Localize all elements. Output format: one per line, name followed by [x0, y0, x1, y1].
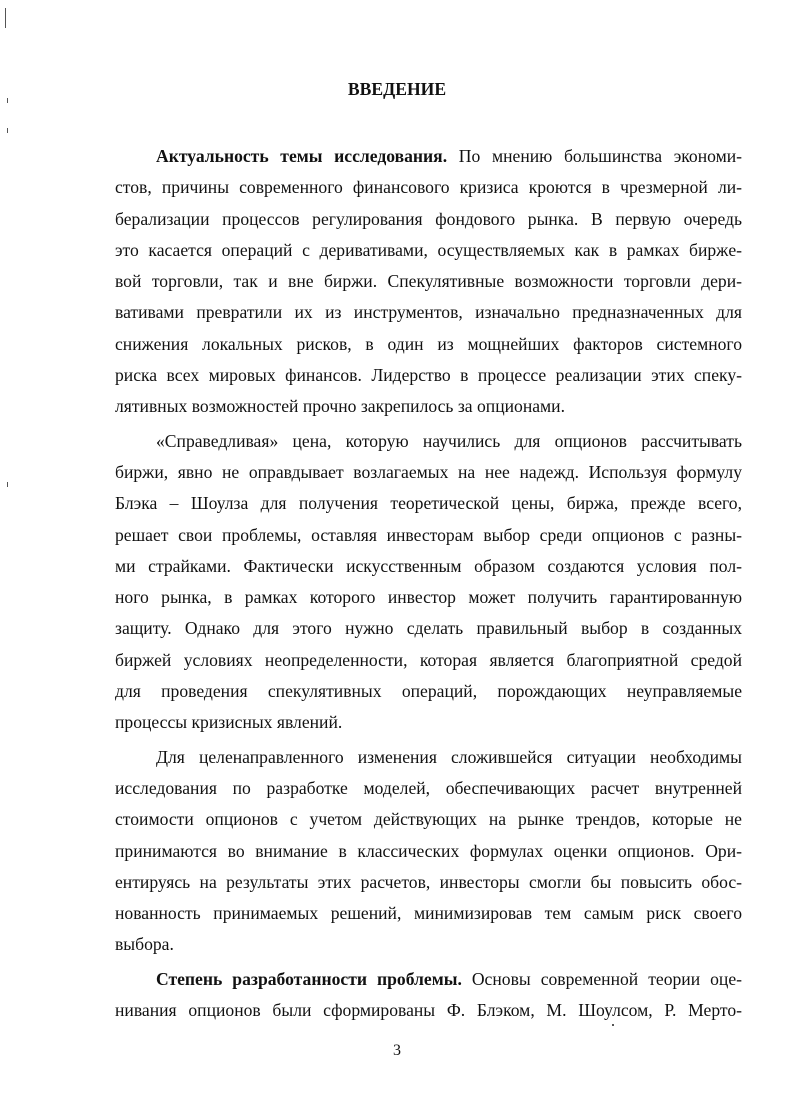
paragraph-line: ми страйками. Фактически искусственным образом создаются условия пол-: [115, 555, 742, 576]
paragraph-line: нивания опционов были сформированы Ф. Блэком, М. Шоулсом, Р. Мерто-: [115, 1000, 742, 1021]
paragraph-line: для проведения спекулятивных операций, порождающих неуправляемые: [115, 681, 742, 702]
page-title: ВВЕДЕНИЕ: [347, 79, 447, 99]
paragraph-line: стоимости опционов с учетом действующих на рынке трендов, которые не: [115, 809, 742, 830]
paragraph-line: защиту. Однако для этого нужно сделать правильный выбор в созданных: [115, 618, 742, 639]
paragraph-line: Блэка – Шоулза для получения теоретической цены, биржа, прежде всего,: [115, 493, 742, 514]
paragraph-fair-price: [115, 426, 742, 739]
paragraph-line: [115, 964, 742, 995]
paragraph-line: ентируясь на результаты этих расчетов, инвесторы смогли бы повысить обос-: [115, 871, 742, 892]
paragraph-line: исследования по разработке моделей, обеспечивающих расчет внутренней: [115, 777, 742, 798]
paragraph-problem-development: [115, 964, 742, 1027]
paragraph-line: ного рынка, в рамках которого инвестор может получить гарантированную: [115, 587, 742, 608]
paragraph-line: биржей условиях неопределенности, которая является благоприятной средой: [115, 649, 742, 670]
paragraph-line: берализации процессов регулирования фондового рынка. В первую очередь: [115, 208, 742, 229]
line-text: Основы современной теории оце-: [461, 968, 742, 989]
paragraph-line: стов, причины современного финансового кризиса кроются в чрезмерной ли-: [115, 177, 742, 198]
paragraph-line: лятивных возможностей прочно закрепилось за опционами.: [115, 396, 565, 417]
paragraph-line: биржи, явно не оправдывает возлагаемых на нее надежд. Используя формулу: [115, 461, 742, 482]
paragraph-line: нованность принимаемых решений, минимизировав тем самым риск своего: [115, 903, 742, 924]
paragraph-line: Для целенаправленного изменения сложившейся ситуации необходимы: [156, 746, 742, 767]
paragraph-relevance: [115, 141, 742, 423]
paragraph-line: принимаются во внимание в классических формулах оценки опционов. Ори-: [115, 840, 742, 861]
line-text: По мнению большинства экономи-: [447, 146, 742, 166]
scan-mark: [7, 482, 8, 487]
paragraph-line: вой торговли, так и вне биржи. Спекулятивные возможности торговли дери-: [115, 271, 742, 292]
paragraph-line: вативами превратили их из инструментов, изначально предназначенных для: [115, 302, 742, 323]
paragraph-line: это касается операций с деривативами, осуществляемых как в рамках биржe-: [115, 239, 742, 260]
paragraph-line: процессы кризисных явлений.: [115, 712, 343, 733]
paragraph-line: «Справедливая» цена, которую научились для опционов рассчитывать: [156, 430, 742, 451]
paragraph-research-need: [115, 742, 742, 961]
paragraph-line: решает свои проблемы, оставляя инвесторам выбор среди опционов с разны-: [115, 524, 742, 545]
paragraph-line: риска всех мировых финансов. Лидерство в процессе реализации этих спеку-: [115, 365, 742, 386]
scan-mark: [5, 8, 6, 28]
scan-mark: [7, 128, 8, 133]
paragraph-line: снижения локальных рисков, в один из мощнейших факторов системного: [115, 333, 742, 354]
section-lead-heading: Степень разработанности проблемы.: [156, 968, 462, 989]
page-number: 3: [393, 1042, 401, 1059]
paragraph-line: выбора.: [115, 934, 174, 955]
section-lead-heading: Актуальность темы исследования.: [156, 146, 448, 166]
body-text: [115, 141, 742, 1026]
paragraph-line: [115, 141, 742, 172]
